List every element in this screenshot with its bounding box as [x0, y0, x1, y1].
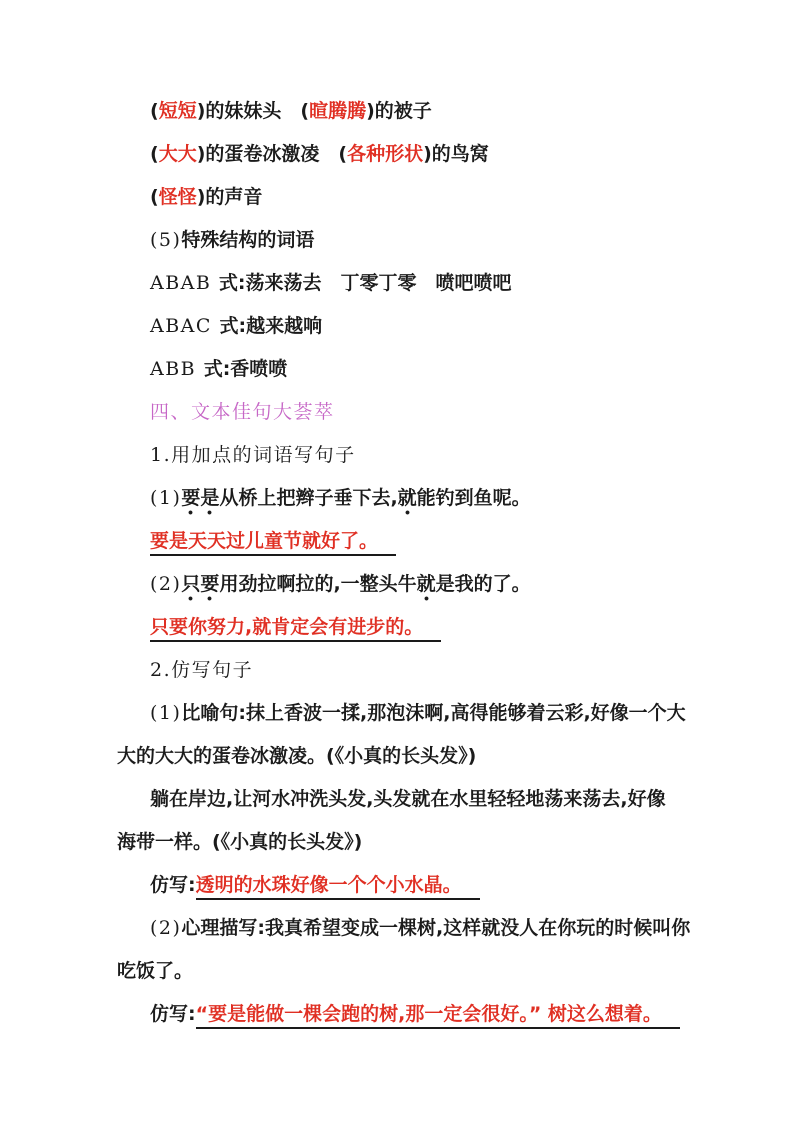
- imitation-label: 仿写:: [150, 1003, 196, 1025]
- text-run: 比喻句:抹上香波一揉,那泡沫啊,高得能够着云彩,好像一个大: [181, 702, 686, 724]
- imitation-label: 仿写:: [150, 874, 196, 896]
- simile-example-line-1: [117, 692, 715, 735]
- red-word: 怪怪: [158, 186, 197, 208]
- answer-text: 只要你努力,就肯定会有进步的。: [150, 616, 441, 642]
- item-number: (2): [150, 917, 182, 939]
- imitation-answer-2: [117, 993, 715, 1036]
- text-run: (: [150, 100, 159, 122]
- imitation-answer-1: [117, 864, 715, 907]
- text-run: 吃饭了。: [117, 960, 194, 982]
- text-run: )的被子: [366, 100, 432, 122]
- text-run: 式:荡来荡去 丁零丁零 喷吧喷吧: [218, 272, 512, 294]
- word-pair-line-2: [117, 133, 715, 176]
- word-pair-line-3: [117, 176, 715, 219]
- simile-example2-line-1: [117, 778, 715, 821]
- text-run: 从桥上把辫子垂下去,: [219, 487, 398, 509]
- item-number: (1): [150, 487, 182, 509]
- text-run: 海带一样。(《小真的长头发》): [117, 831, 363, 853]
- red-word: 大大: [158, 143, 197, 165]
- subheading-text: 2.仿写句子: [150, 659, 254, 681]
- subheading-imitate-sentences: [117, 649, 715, 692]
- text-run: 特殊结构的词语: [181, 229, 315, 251]
- text-run: 大的大大的蛋卷冰激凌。(《小真的长头发》): [117, 745, 477, 767]
- answer-sentence-1: [117, 520, 715, 563]
- psych-example-line-2: [117, 950, 715, 993]
- text-run: 心理描写:我真希望变成一棵树,这样就没人在你玩的时候叫你: [181, 917, 691, 939]
- emphasis-dotted-word: 要是: [181, 487, 219, 515]
- item-number: (1): [150, 702, 182, 724]
- abb-words-line: [117, 348, 715, 391]
- text-run: )的妹妹头 (: [196, 100, 310, 122]
- text-run: 式:越来越响: [219, 315, 323, 337]
- red-word: 各种形状: [347, 143, 424, 165]
- text-run: )的蛋卷冰激凌 (: [196, 143, 348, 165]
- text-run: 躺在岸边,让河水冲洗头发,头发就在水里轻轻地荡来荡去,好像: [150, 788, 666, 810]
- emphasis-dotted-word: 就: [417, 573, 436, 601]
- psych-example-line-1: [117, 907, 715, 950]
- subheading-write-sentences: [117, 434, 715, 477]
- abab-words-line: [117, 262, 715, 305]
- emphasis-dotted-word: 就: [398, 487, 417, 515]
- red-word: 短短: [158, 100, 197, 122]
- example-sentence-1: [117, 477, 715, 520]
- section-heading-text: 四、文本佳句大荟萃: [150, 401, 335, 423]
- latin-label: ABB: [150, 358, 204, 380]
- text-run: 用劲拉啊拉的,一整头牛: [219, 573, 417, 595]
- answer-text: “要是能做一棵会跑的树,那一定会很好。” 树这么想着。: [196, 1003, 680, 1029]
- text-run: (: [150, 186, 159, 208]
- text-run: 能钓到鱼呢。: [416, 487, 531, 509]
- text-run: )的声音: [196, 186, 263, 208]
- text-run: 式:香喷喷: [203, 358, 288, 380]
- item-number: (2): [150, 573, 182, 595]
- latin-label: ABAB: [150, 272, 219, 294]
- abac-words-line: [117, 305, 715, 348]
- answer-text: 要是天天过儿童节就好了。: [150, 530, 396, 556]
- subheading-special-structure-words: [117, 219, 715, 262]
- latin-label: ABAC: [150, 315, 220, 337]
- text-run: 是我的了。: [435, 573, 531, 595]
- subheading-text: 1.用加点的词语写句子: [150, 444, 356, 466]
- section-heading-4: [117, 391, 715, 434]
- answer-text: 透明的水珠好像一个个小水晶。: [196, 874, 480, 900]
- simile-example-line-2: [117, 735, 715, 778]
- text-run: (: [150, 143, 159, 165]
- example-sentence-2: [117, 563, 715, 606]
- emphasis-dotted-word: 只要: [181, 573, 219, 601]
- red-word: 暄腾腾: [309, 100, 367, 122]
- item-number: (5): [150, 229, 182, 251]
- answer-sentence-2: [117, 606, 715, 649]
- text-run: )的鸟窝: [423, 143, 489, 165]
- simile-example2-line-2: [117, 821, 715, 864]
- word-pair-line-1: [117, 90, 715, 133]
